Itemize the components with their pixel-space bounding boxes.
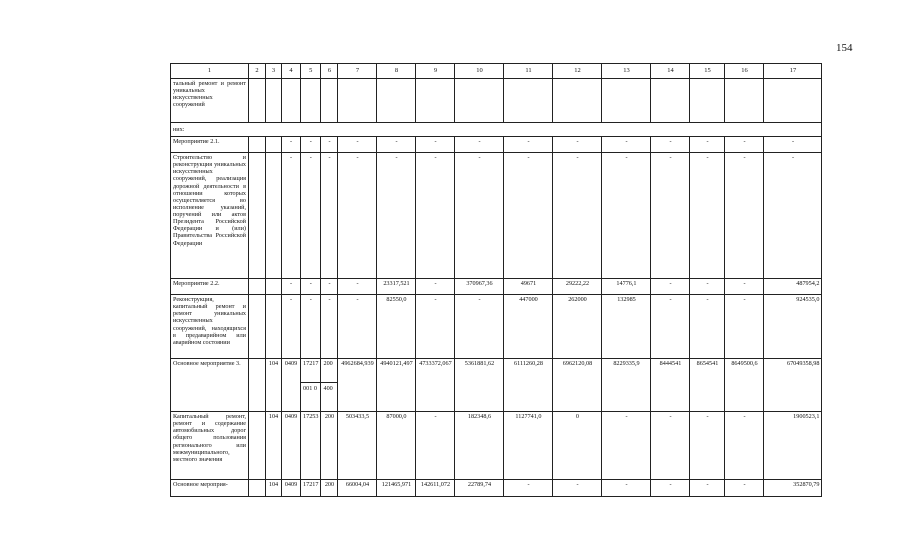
table-cell (504, 79, 553, 123)
table-row (171, 295, 822, 359)
table-row (171, 153, 822, 279)
table-cell: - (282, 153, 301, 279)
split-cell (321, 359, 337, 411)
table-cell: - (455, 153, 504, 279)
table-cell (455, 79, 504, 123)
table-cell: - (455, 295, 504, 359)
table-cell (377, 79, 416, 123)
table-cell (321, 359, 338, 412)
table-cell: 66004,04 (338, 480, 377, 497)
table-cell (301, 359, 321, 412)
table-cell: - (416, 412, 455, 480)
table-cell: 104 (266, 359, 282, 412)
table-cell: - (602, 153, 651, 279)
table-cell (764, 79, 822, 123)
table-cell: 1127741,0 (504, 412, 553, 480)
table-cell: 503433,5 (338, 412, 377, 480)
table-cell (249, 480, 266, 497)
table-cell: - (553, 137, 602, 153)
table-cell (282, 79, 301, 123)
table-row (171, 79, 822, 123)
table-cell: - (338, 137, 377, 153)
table-cell: 0409 (282, 480, 301, 497)
table-cell: - (321, 153, 338, 279)
header-cell: 2 (249, 64, 266, 79)
table-cell: 14776,1 (602, 279, 651, 295)
table-cell: 4733372,067 (416, 359, 455, 412)
table-cell: - (301, 279, 321, 295)
table-cell: - (416, 153, 455, 279)
row-name: Основное мероприятие 3. (171, 359, 249, 412)
table-cell: 1900523,1 (764, 412, 822, 480)
table-cell: 0409 (282, 412, 301, 480)
table-cell: 370967,36 (455, 279, 504, 295)
table-cell: 142611,072 (416, 480, 455, 497)
table-cell: - (651, 480, 690, 497)
table-cell: 104 (266, 480, 282, 497)
table-cell: 4962684,939 (338, 359, 377, 412)
table-cell: - (690, 480, 725, 497)
header-cell: 13 (602, 64, 651, 79)
table-cell (553, 79, 602, 123)
table-cell: 49671 (504, 279, 553, 295)
table-cell: - (651, 279, 690, 295)
table-cell (249, 79, 266, 123)
table-cell: 0409 (282, 359, 301, 412)
table-cell: - (651, 137, 690, 153)
row-name: Мероприятие 2.2. (171, 279, 249, 295)
split-bottom: 001 0 (301, 382, 320, 411)
table-cell: 82550,0 (377, 295, 416, 359)
header-cell: 3 (266, 64, 282, 79)
table-cell: 6111260,28 (504, 359, 553, 412)
table-cell: - (321, 137, 338, 153)
table-cell: 22789,74 (455, 480, 504, 497)
table-cell (266, 153, 282, 279)
table-cell: 8654541 (690, 359, 725, 412)
table-cell: - (651, 412, 690, 480)
table-cell: 29222,22 (553, 279, 602, 295)
table-cell: - (725, 295, 764, 359)
table-cell (266, 137, 282, 153)
table-cell: - (764, 137, 822, 153)
table-cell: - (725, 279, 764, 295)
page-number: 154 (836, 42, 853, 54)
table-cell: - (455, 137, 504, 153)
header-cell: 11 (504, 64, 553, 79)
table-cell: 104 (266, 412, 282, 480)
table-cell (690, 79, 725, 123)
table-cell: 23317,521 (377, 279, 416, 295)
table-cell: 352870,79 (764, 480, 822, 497)
split-top: 200 (323, 360, 333, 367)
table-row (171, 359, 822, 412)
table-cell: 924535,0 (764, 295, 822, 359)
table-cell: 487954,2 (764, 279, 822, 295)
table-cell: - (504, 153, 553, 279)
table-cell: - (321, 295, 338, 359)
table-row (171, 123, 822, 137)
row-name: Основное мероприя- (171, 480, 249, 497)
table-cell: - (651, 153, 690, 279)
table-cell: - (602, 480, 651, 497)
table-cell (416, 79, 455, 123)
table-cell: - (321, 279, 338, 295)
header-cell: 16 (725, 64, 764, 79)
table-cell (249, 359, 266, 412)
header-cell: 10 (455, 64, 504, 79)
table-cell (266, 295, 282, 359)
table-cell: 262000 (553, 295, 602, 359)
table-cell: - (725, 412, 764, 480)
table-cell: - (504, 137, 553, 153)
table-cell: - (301, 295, 321, 359)
header-cell: 15 (690, 64, 725, 79)
table-cell: 17217 (301, 480, 321, 497)
table-cell (301, 79, 321, 123)
row-name: Строительство и реконструкция уникальных искусственных сооружений, реализация дорожной деятельности в отношении которых осуществляется во исполнение указаний, поручений или актов Президента Российской Федерации и (или) Правительства Российской Федерации (171, 153, 249, 279)
table-cell: 6962120,08 (553, 359, 602, 412)
header-cell: 17 (764, 64, 822, 79)
header-cell: 6 (321, 64, 338, 79)
row-name: Реконструкция, капитальный ремонт и ремонт уникальных искусственных сооружений, находящихся в предаварийном или аварийном состоянии (171, 295, 249, 359)
split-top: 17217 (303, 360, 319, 367)
table-row (171, 480, 822, 497)
table-cell: 132985 (602, 295, 651, 359)
split-bottom: 400 (321, 382, 337, 411)
table-cell (249, 137, 266, 153)
table-cell: - (553, 480, 602, 497)
table-cell: - (602, 137, 651, 153)
budget-table (170, 63, 822, 497)
table-cell: 8444541 (651, 359, 690, 412)
table-cell (249, 153, 266, 279)
row-name: них: (171, 123, 822, 137)
table-cell: 4940121,497 (377, 359, 416, 412)
table-cell: - (301, 137, 321, 153)
header-cell: 9 (416, 64, 455, 79)
table-cell: - (553, 153, 602, 279)
table-cell: 200 (321, 412, 338, 480)
table-cell: - (690, 295, 725, 359)
table-cell: 200 (321, 480, 338, 497)
table-row (171, 279, 822, 295)
table-cell (338, 79, 377, 123)
header-cell: 14 (651, 64, 690, 79)
table-cell: - (338, 279, 377, 295)
table-cell: 67049358,98 (764, 359, 822, 412)
table-cell: - (416, 137, 455, 153)
table-cell: 87000,0 (377, 412, 416, 480)
table-cell: - (338, 153, 377, 279)
table-cell: - (282, 137, 301, 153)
table-cell (249, 295, 266, 359)
header-cell: 4 (282, 64, 301, 79)
table-cell: - (690, 412, 725, 480)
table-cell: - (690, 153, 725, 279)
table-cell: - (690, 279, 725, 295)
table-cell: - (282, 279, 301, 295)
header-row (171, 64, 822, 79)
table-cell: 447000 (504, 295, 553, 359)
table-cell: 17253 (301, 412, 321, 480)
table-cell: - (377, 137, 416, 153)
table-cell: 8229335,9 (602, 359, 651, 412)
table-cell: 182348,6 (455, 412, 504, 480)
header-cell: 12 (553, 64, 602, 79)
table-cell (266, 279, 282, 295)
split-cell (301, 359, 320, 411)
header-cell: 7 (338, 64, 377, 79)
row-name: Капитальный ремонт, ремонт и содержание автомобильных дорог общего пользования регионального или межмуниципального, местного значения (171, 412, 249, 480)
header-cell: 5 (301, 64, 321, 79)
table-cell (651, 79, 690, 123)
table-cell (602, 79, 651, 123)
table-cell: - (690, 137, 725, 153)
table-row (171, 412, 822, 480)
table-cell (249, 412, 266, 480)
table-cell: - (725, 480, 764, 497)
row-name: тальный ремонт и ремонт уникальных искусственных сооружений (171, 79, 249, 123)
table-cell (249, 279, 266, 295)
table-cell: 5361881,62 (455, 359, 504, 412)
table-cell: - (282, 295, 301, 359)
table-cell (725, 79, 764, 123)
table-cell: 0 (553, 412, 602, 480)
table-cell: - (764, 153, 822, 279)
table-cell: 8649500,6 (725, 359, 764, 412)
table-cell: - (338, 295, 377, 359)
table-cell: - (377, 153, 416, 279)
table-cell: - (416, 279, 455, 295)
table-cell: - (725, 153, 764, 279)
table-cell: - (301, 153, 321, 279)
table-cell: - (416, 295, 455, 359)
header-cell: 1 (171, 64, 249, 79)
table-cell: - (725, 137, 764, 153)
table-row (171, 137, 822, 153)
table-cell: 121465,971 (377, 480, 416, 497)
header-cell: 8 (377, 64, 416, 79)
table-cell: - (602, 412, 651, 480)
table-cell: - (504, 480, 553, 497)
table-cell (266, 79, 282, 123)
table-cell: - (651, 295, 690, 359)
row-name: Мероприятие 2.1. (171, 137, 249, 153)
table-cell (321, 79, 338, 123)
